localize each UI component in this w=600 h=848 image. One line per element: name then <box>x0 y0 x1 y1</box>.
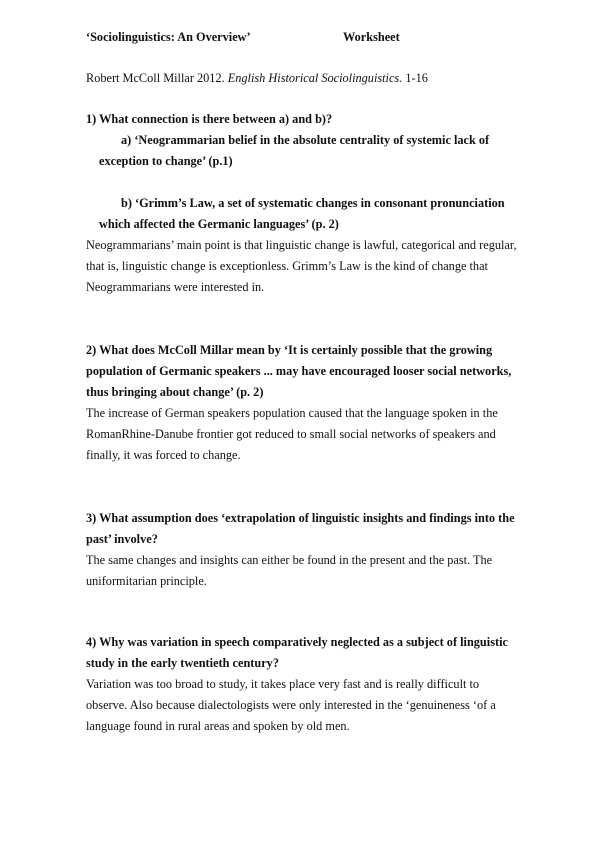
citation-author: Robert McColl Millar 2012. <box>86 71 225 85</box>
question-2-line-1: 2) What does McColl Millar mean by ‘It is certainly possible that the growing <box>86 343 493 357</box>
answer-2-line-1: The increase of German speakers population caused that the language spoken in the <box>86 406 498 420</box>
answer-2-line-3: finally, it was forced to change. <box>86 448 241 462</box>
answer-4-line-1: Variation was too broad to study, it takes place very fast and is really difficult to <box>86 677 480 691</box>
citation-pages: 1-16 <box>405 71 428 85</box>
citation <box>86 70 428 86</box>
citation-book-title: English Historical Sociolinguistics. <box>227 71 403 85</box>
answer-3-line-1: The same changes and insights can either be found in the present and the past. The <box>86 553 493 567</box>
question-3-line-1: 3) What assumption does ‘extrapolation of linguistic insights and findings into the <box>86 511 515 525</box>
question-4-line-1: 4) Why was variation in speech comparatively neglected as a subject of linguistic <box>86 635 508 649</box>
answer-1-line-3: Neogrammarians were interested in. <box>86 280 265 294</box>
question-4-line-2: study in the early twentieth century? <box>86 656 279 670</box>
answer-4-line-3: language found in rural areas and spoken by old men. <box>86 719 350 733</box>
question-1-heading: 1) What connection is there between a) and b)? <box>86 112 333 126</box>
question-2-line-2: population of Germanic speakers ... may have encouraged looser social networks, <box>86 364 512 378</box>
question-3-line-2: past’ involve? <box>86 532 158 546</box>
answer-3-line-2: uniformitarian principle. <box>86 574 207 588</box>
question-1a-line-1: a) ‘Neogrammarian belief in the absolute centrality of systemic lack of <box>121 133 490 147</box>
answer-2-line-2: RomanRhine-Danube frontier got reduced to small social networks of speakers and <box>86 427 496 441</box>
question-1a-line-2: exception to change’ (p.1) <box>99 154 233 168</box>
question-1b-line-1: b) ‘Grimm’s Law, a set of systematic changes in consonant pronunciation <box>121 196 505 210</box>
answer-1-line-1: Neogrammarians’ main point is that linguistic change is lawful, categorical and regular, <box>86 238 517 252</box>
question-1b-line-2: which affected the Germanic languages’ (p. 2) <box>99 217 339 231</box>
answer-4-line-2: observe. Also because dialectologists were only interested in the ‘genuineness ‘of a <box>86 698 496 712</box>
question-2-line-3: thus bringing about change’ (p. 2) <box>86 385 264 399</box>
answer-1-line-2: that is, linguistic change is exceptionless. Grimm’s Law is the kind of change that <box>86 259 488 273</box>
worksheet-title: ‘Sociolinguistics: An Overview’ <box>86 30 251 44</box>
worksheet-label: Worksheet <box>343 30 400 44</box>
